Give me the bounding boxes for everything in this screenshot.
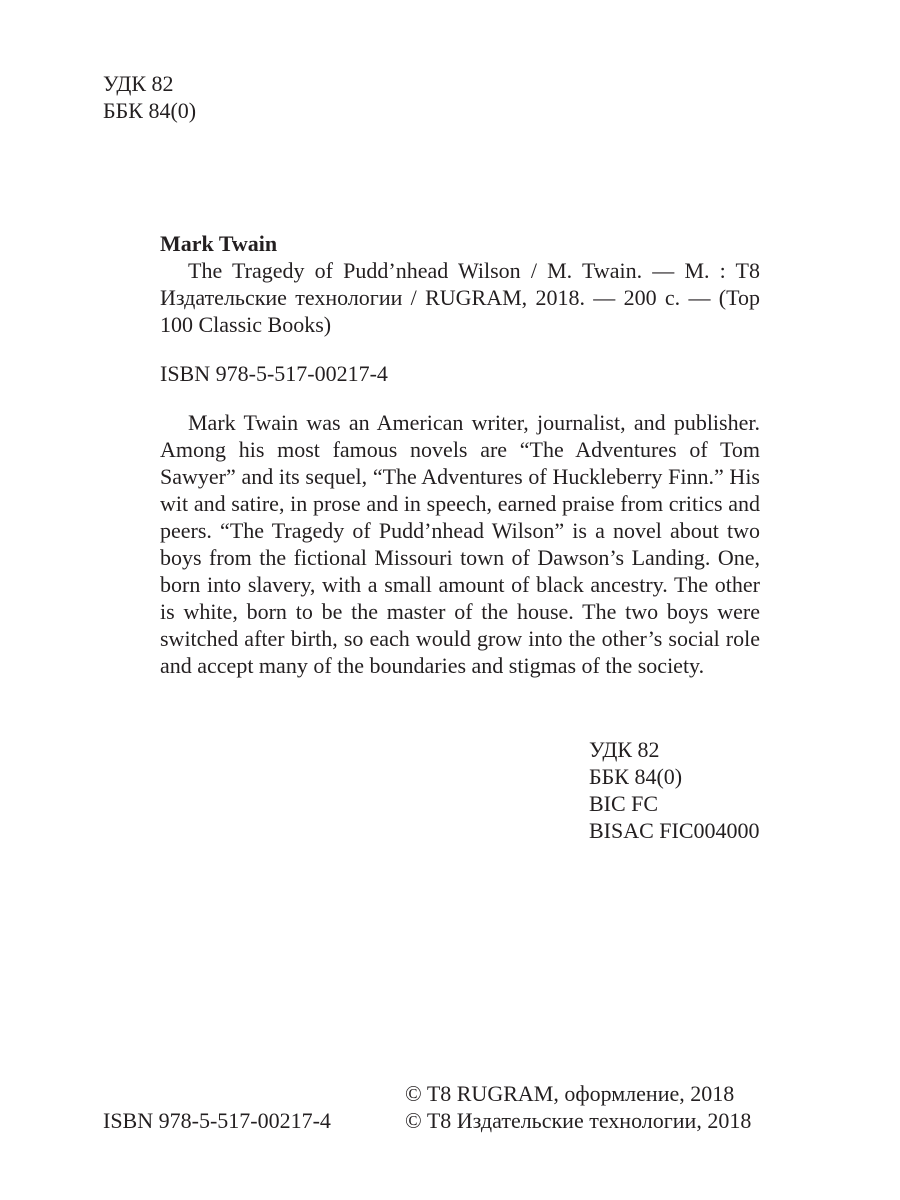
annotation-paragraph: Mark Twain was an American writer, journalist, and publisher. Among his most famous novels are “The Adventures of Tom Sawyer” and its sequel, “The Adventures of Huckleberry Finn.” His wit and satire, in prose and in speech, earned praise from critics and peers. “The Tragedy of Pudd’nhead Wilson” is a novel about two boys from the fictional Missouri town of Dawson’s Landing. One, born into slavery, with a small amount of black ancestry. The other is white, born to be the master of the house. The two boys were switched after birth, so each would grow into the other’s social role and accept many of the boundaries and stigmas of the society. (160, 410, 760, 678)
bbk-code-right: ББК 84(0) (589, 764, 683, 789)
copyright-publisher: © T8 Издательские технологии, 2018 (405, 1108, 752, 1133)
udk-code-right: УДК 82 (589, 737, 660, 762)
catalog-record (160, 230, 760, 701)
copyright-design: © T8 RUGRAM, оформление, 2018 (405, 1081, 735, 1106)
classification-codes (589, 736, 760, 844)
bisac-code: BISAC FIC004000 (589, 818, 760, 843)
copyright-notices (405, 1080, 751, 1134)
bic-code: BIC FC (589, 791, 659, 816)
bbk-code: ББК 84(0) (103, 98, 197, 123)
udk-code: УДК 82 (103, 71, 174, 96)
isbn-footer: ISBN 978-5-517-00217-4 (103, 1108, 331, 1133)
author-name: Mark Twain (160, 231, 278, 256)
top-classification-codes (103, 70, 196, 124)
bibliographic-entry: The Tragedy of Pudd’nhead Wilson / M. Twain. — M. : T8 Издательские технологии / RUGRAM, 2018. — 200 с. — (Top 100 Classic Books) (160, 258, 760, 337)
isbn-line: ISBN 978-5-517-00217-4 (160, 361, 388, 386)
